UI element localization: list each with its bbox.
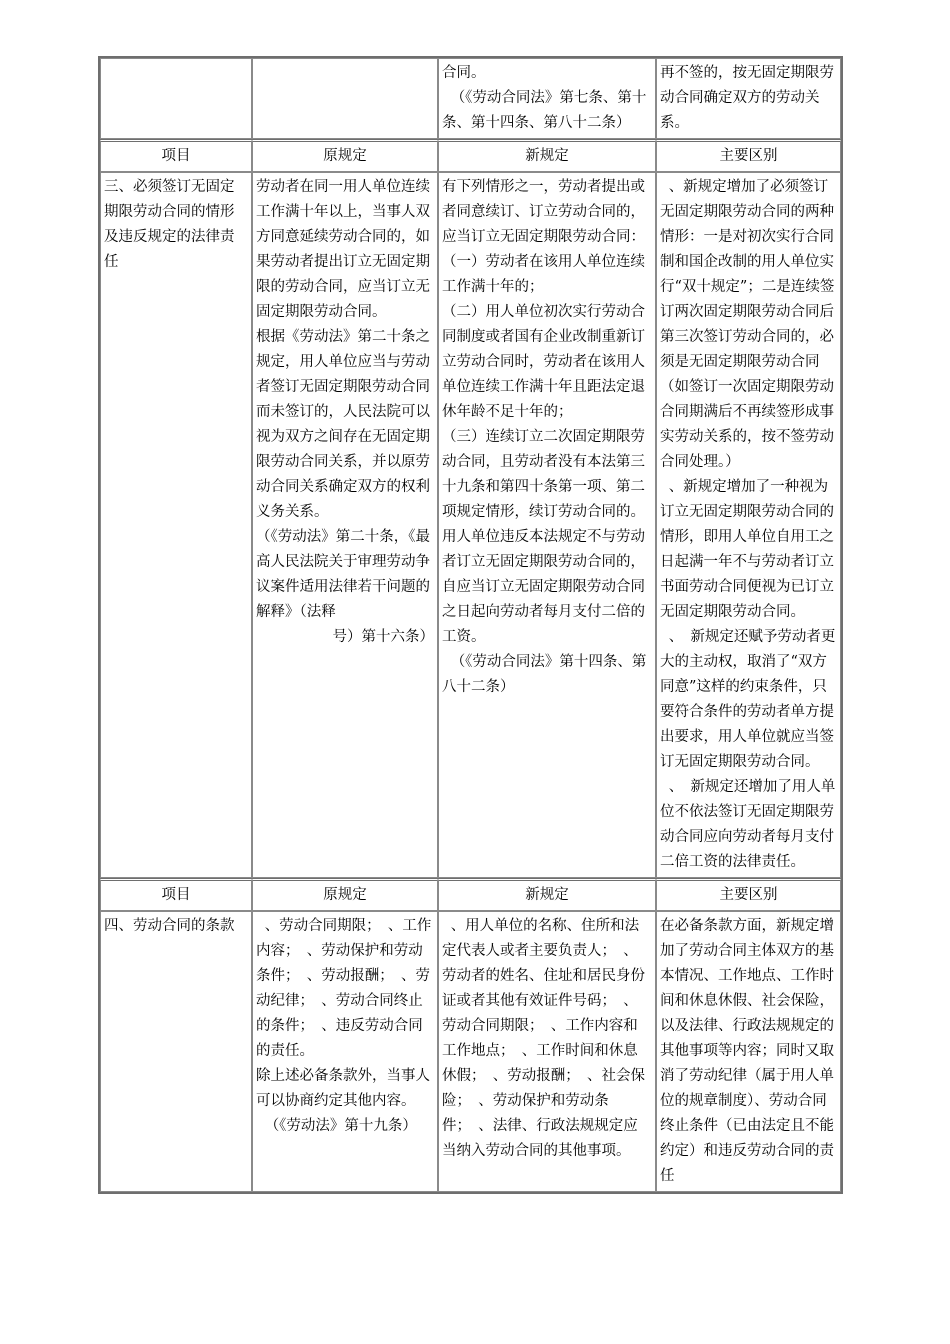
citation: （《劳动法》第二十条，《最高人民法院关于审理劳动争议案件适用法律若干问题的解释》（法释 — [256, 529, 430, 620]
difference-point: 、 新规定还增加了用人单位不依法签订无固定期限劳动合同应向劳动者每月支付二倍工资的法律责任。 — [660, 779, 836, 870]
header-item: 项目 — [100, 139, 252, 172]
paragraph: 合同。 — [442, 65, 486, 81]
paragraph: 有下列情形之一，劳动者提出或者同意续订、订立劳动合同的，应当订立无固定期限劳动合同： — [442, 179, 645, 245]
difference-point: 、新规定增加了必须签订无固定期限劳动合同的两种情形：一是对初次实行合同制和国企改制的用人单位实行“双十规定”；二是连续签订两次固定期限劳动合同后第三次签订劳动合同的，必须是无固定期限劳动合同（如签订一次固定期限劳动合同期满后不再续签形成事实劳动关系的，按不签劳动合同处理。） — [660, 179, 835, 470]
citation: （《劳动合同法》第十四条、第八十二条） — [442, 654, 647, 695]
item-cell — [100, 172, 252, 878]
old-rule-cell — [252, 911, 438, 1192]
item-cell — [100, 911, 252, 1192]
list-item: （一）劳动者在该用人单位连续工作满十年的； — [442, 254, 645, 295]
section-3-row — [100, 172, 841, 878]
section-4-row — [100, 911, 841, 1192]
paragraph: 再不签的，按无固定期限劳动合同确定双方的劳动关系。 — [660, 65, 834, 131]
paragraph: 在必备条款方面，新规定增加了劳动合同主体双方的基本情况、工作地点、工作时间和休息休假、社会保险，以及法律、行政法规规定的其他事项等内容；同时又取消了劳动纪律（属于用人单位的规章制度）、劳动合同终止条件（已由法定且不能约定）和违反劳动合同的责任 — [660, 918, 834, 1184]
header-row — [100, 878, 841, 911]
difference-cell — [656, 172, 841, 878]
paragraph: 、劳动合同期限； 、工作内容； 、劳动保护和劳动条件； 、劳动报酬； 、劳动纪律； 、劳动合同终止的条件； 、违反劳动合同的责任。 — [256, 918, 432, 1059]
paragraph: 、用人单位的名称、住所和法定代表人或者主要负责人； 、劳动者的姓名、住址和居民身份证或者其他有效证件号码； 、劳动合同期限； 、工作内容和工作地点； 、工作时间和休息休假； 、劳动报酬； 、社会保险； 、劳动保护和劳动条件； 、法律、行政法规规定应当纳入劳动合同的其他事项。 — [442, 918, 645, 1159]
header-old-rule: 原规定 — [252, 139, 438, 172]
paragraph: 根据《劳动法》第二十条之规定，用人单位应当与劳动者签订无固定期限劳动合同而未签订的，人民法院可以视为双方之间存在无固定期限劳动合同关系，并以原劳动合同关系确定双方的权利义务关系。 — [256, 329, 430, 520]
header-new-rule: 新规定 — [438, 878, 656, 911]
citation: （《劳动合同法》第七条、第十条、第十四条、第八十二条） — [442, 90, 647, 131]
header-old-rule: 原规定 — [252, 878, 438, 911]
header-row — [100, 139, 841, 172]
new-rule-cell — [438, 172, 656, 878]
list-item: （三）连续订立二次固定期限劳动合同，且劳动者没有本法第三十九条和第四十条第一项、第二项规定情形，续订劳动合同的。 — [442, 429, 645, 520]
paragraph: 劳动者在同一用人单位连续工作满十年以上，当事人双方同意延续劳动合同的，如果劳动者提出订立无固定期限的劳动合同，应当订立无固定期限劳动合同。 — [256, 179, 430, 320]
paragraph: 用人单位违反本法规定不与劳动者订立无固定期限劳动合同的，自应当订立无固定期限劳动合同之日起向劳动者每月支付二倍的工资。 — [442, 529, 645, 645]
continuation-row — [100, 58, 841, 139]
header-new-rule: 新规定 — [438, 139, 656, 172]
old-rule-cell — [252, 58, 438, 139]
difference-cell — [656, 58, 841, 139]
section-title: 四、劳动合同的条款 — [104, 918, 235, 934]
list-item: （二）用人单位初次实行劳动合同制度或者国有企业改制重新订立劳动合同时，劳动者在该用人单位连续工作满十年且距法定退休年龄不足十年的； — [442, 304, 645, 420]
header-item: 项目 — [100, 878, 252, 911]
citation: （《劳动法》第十九条） — [264, 1118, 417, 1134]
citation-end: 号）第十六条） — [332, 629, 434, 645]
comparison-table — [98, 56, 843, 1194]
difference-cell — [656, 911, 841, 1192]
item-cell — [100, 58, 252, 139]
new-rule-cell — [438, 911, 656, 1192]
header-difference: 主要区别 — [656, 139, 841, 172]
paragraph: 除上述必备条款外，当事人可以协商约定其他内容。 — [256, 1068, 430, 1109]
difference-point: 、新规定增加了一种视为订立无固定期限劳动合同的情形，即用人单位自用工之日起满一年不与劳动者订立书面劳动合同便视为已订立无固定期限劳动合同。 — [660, 479, 834, 620]
header-difference: 主要区别 — [656, 878, 841, 911]
difference-point: 、 新规定还赋予劳动者更大的主动权，取消了“双方同意”这样的约束条件，只要符合条件的劳动者单方提出要求，用人单位就应当签订无固定期限劳动合同。 — [660, 629, 836, 770]
new-rule-cell — [438, 58, 656, 139]
old-rule-cell — [252, 172, 438, 878]
section-title: 三、必须签订无固定期限劳动合同的情形及违反规定的法律责任 — [104, 179, 235, 270]
